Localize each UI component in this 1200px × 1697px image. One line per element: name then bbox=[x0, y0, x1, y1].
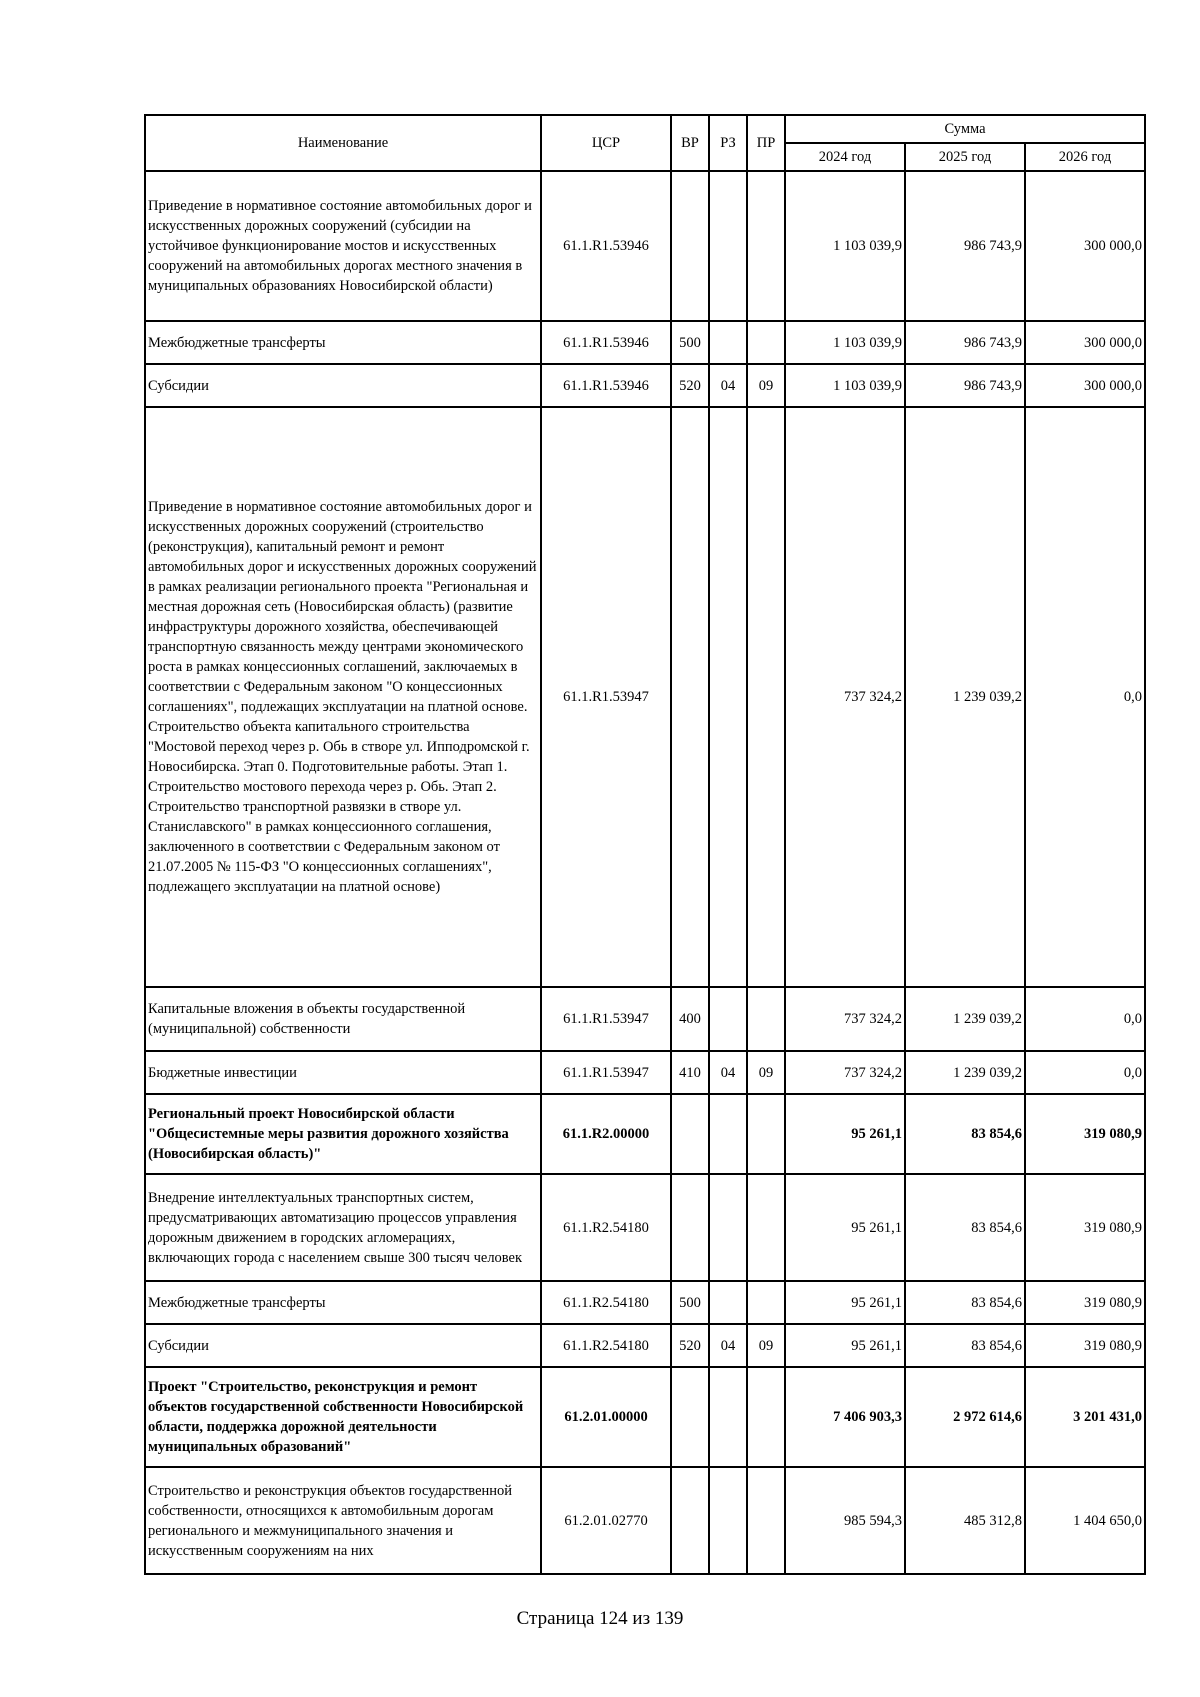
row-2026: 300 000,0 bbox=[1025, 364, 1145, 407]
table-row bbox=[145, 1094, 1145, 1174]
row-2024: 1 103 039,9 bbox=[785, 321, 905, 364]
row-2025: 986 743,9 bbox=[905, 364, 1025, 407]
row-rz bbox=[709, 1467, 747, 1574]
row-2024: 95 261,1 bbox=[785, 1281, 905, 1324]
row-rz: 04 bbox=[709, 1324, 747, 1367]
row-vr bbox=[671, 1467, 709, 1574]
row-2025: 1 239 039,2 bbox=[905, 1051, 1025, 1094]
table-row bbox=[145, 1281, 1145, 1324]
header-2024: 2024 год bbox=[785, 143, 905, 171]
row-2026: 319 080,9 bbox=[1025, 1174, 1145, 1281]
row-vr bbox=[671, 171, 709, 321]
row-csr: 61.1.R2.54180 bbox=[541, 1324, 671, 1367]
row-pr bbox=[747, 1281, 785, 1324]
header-2026: 2026 год bbox=[1025, 143, 1145, 171]
row-vr: 500 bbox=[671, 1281, 709, 1324]
page-footer: Страница 124 из 139 bbox=[516, 1608, 684, 1629]
row-csr: 61.1.R1.53947 bbox=[541, 987, 671, 1051]
row-name: Региональный проект Новосибирской области "Общесистемные меры развития дорожного хозяйства (Новосибирская область)" bbox=[145, 1094, 541, 1174]
row-name: Капитальные вложения в объекты государственной (муниципальной) собственности bbox=[145, 987, 541, 1051]
header-sum: Сумма bbox=[785, 115, 1145, 143]
header-row-1 bbox=[145, 115, 1145, 143]
row-name: Бюджетные инвестиции bbox=[145, 1051, 541, 1094]
header-vr: ВР bbox=[671, 115, 709, 171]
row-rz: 04 bbox=[709, 1051, 747, 1094]
row-name: Субсидии bbox=[145, 364, 541, 407]
row-csr: 61.2.01.00000 bbox=[541, 1367, 671, 1467]
row-2024: 1 103 039,9 bbox=[785, 171, 905, 321]
row-name: Приведение в нормативное состояние автомобильных дорог и искусственных дорожных сооружений (субсидии на устойчивое функционирование мостов и искусственных сооружений на автомобильных дорогах местного значения в муниципальных образованиях Новосибирской области) bbox=[145, 171, 541, 321]
row-rz bbox=[709, 1174, 747, 1281]
row-name: Субсидии bbox=[145, 1324, 541, 1367]
row-2025: 2 972 614,6 bbox=[905, 1367, 1025, 1467]
row-csr: 61.1.R2.00000 bbox=[541, 1094, 671, 1174]
row-vr bbox=[671, 1094, 709, 1174]
row-vr: 500 bbox=[671, 321, 709, 364]
row-pr bbox=[747, 171, 785, 321]
row-2025: 1 239 039,2 bbox=[905, 407, 1025, 987]
row-rz bbox=[709, 1367, 747, 1467]
table-row bbox=[145, 321, 1145, 364]
row-2026: 0,0 bbox=[1025, 1051, 1145, 1094]
row-pr bbox=[747, 321, 785, 364]
header-2025: 2025 год bbox=[905, 143, 1025, 171]
table-row bbox=[145, 987, 1145, 1051]
row-rz bbox=[709, 321, 747, 364]
row-csr: 61.1.R1.53946 bbox=[541, 321, 671, 364]
row-2025: 83 854,6 bbox=[905, 1174, 1025, 1281]
row-2025: 986 743,9 bbox=[905, 171, 1025, 321]
row-2024: 737 324,2 bbox=[785, 407, 905, 987]
row-name: Приведение в нормативное состояние автомобильных дорог и искусственных дорожных сооружений (строительство (реконструкция), капитальный ремонт и ремонт автомобильных дорог и искусственных дорожных сооружений в рамках реализации регионального проекта "Региональная и местная дорожная сеть (Новосибирская область) (развитие инфраструктуры дорожного хозяйства, обеспечивающей транспортную связанность между центрами экономического роста в рамках концессионных соглашений, заключаемых в соответствии с Федеральным законом "О концессионных соглашениях", подлежащих эксплуатации на платной основе. Строительство объекта капитального строительства "Мостовой переход через р. Обь в створе ул. Ипподромской г. Новосибирска. Этап 0. Подготовительные работы. Этап 1. Строительство мостового перехода через р. Обь. Этап 2. Строительство транспортной развязки в створе ул. Станиславского" в рамках концессионного соглашения, заключенного в соответствии с Федеральным законом от 21.07.2005 № 115-ФЗ "О концессионных соглашениях", подлежащего эксплуатации на платной основе) bbox=[145, 407, 541, 987]
row-name: Межбюджетные трансферты bbox=[145, 1281, 541, 1324]
row-rz bbox=[709, 987, 747, 1051]
row-2026: 0,0 bbox=[1025, 407, 1145, 987]
row-2026: 319 080,9 bbox=[1025, 1324, 1145, 1367]
row-vr bbox=[671, 407, 709, 987]
row-2024: 985 594,3 bbox=[785, 1467, 905, 1574]
table-row bbox=[145, 1367, 1145, 1467]
row-pr: 09 bbox=[747, 1051, 785, 1094]
row-2025: 1 239 039,2 bbox=[905, 987, 1025, 1051]
row-2024: 1 103 039,9 bbox=[785, 364, 905, 407]
row-rz bbox=[709, 171, 747, 321]
row-vr: 520 bbox=[671, 364, 709, 407]
table-row bbox=[145, 1324, 1145, 1367]
row-csr: 61.2.01.02770 bbox=[541, 1467, 671, 1574]
header-name: Наименование bbox=[145, 115, 541, 171]
row-pr: 09 bbox=[747, 364, 785, 407]
table-row bbox=[145, 1467, 1145, 1574]
row-pr bbox=[747, 1467, 785, 1574]
row-2024: 95 261,1 bbox=[785, 1094, 905, 1174]
table-row bbox=[145, 1051, 1145, 1094]
row-2024: 737 324,2 bbox=[785, 1051, 905, 1094]
row-2026: 300 000,0 bbox=[1025, 171, 1145, 321]
row-name: Проект "Строительство, реконструкция и ремонт объектов государственной собственности Новосибирской области, поддержка дорожной деятельности муниципальных образований" bbox=[145, 1367, 541, 1467]
table-row bbox=[145, 364, 1145, 407]
row-2026: 1 404 650,0 bbox=[1025, 1467, 1145, 1574]
row-rz bbox=[709, 1094, 747, 1174]
row-2024: 7 406 903,3 bbox=[785, 1367, 905, 1467]
row-2024: 737 324,2 bbox=[785, 987, 905, 1051]
row-pr: 09 bbox=[747, 1324, 785, 1367]
row-csr: 61.1.R1.53947 bbox=[541, 407, 671, 987]
row-2025: 485 312,8 bbox=[905, 1467, 1025, 1574]
row-rz bbox=[709, 1281, 747, 1324]
row-pr bbox=[747, 1094, 785, 1174]
header-pr: ПР bbox=[747, 115, 785, 171]
row-name: Строительство и реконструкция объектов государственной собственности, относящихся к автомобильным дорогам регионального и межмуниципального значения и искусственным сооружениям на них bbox=[145, 1467, 541, 1574]
header-rz: РЗ bbox=[709, 115, 747, 171]
row-pr bbox=[747, 407, 785, 987]
row-csr: 61.1.R1.53946 bbox=[541, 171, 671, 321]
row-2025: 83 854,6 bbox=[905, 1094, 1025, 1174]
row-2025: 986 743,9 bbox=[905, 321, 1025, 364]
row-csr: 61.1.R1.53946 bbox=[541, 364, 671, 407]
row-vr: 520 bbox=[671, 1324, 709, 1367]
table-row bbox=[145, 1174, 1145, 1281]
row-2024: 95 261,1 bbox=[785, 1174, 905, 1281]
row-csr: 61.1.R2.54180 bbox=[541, 1174, 671, 1281]
row-vr bbox=[671, 1367, 709, 1467]
row-2026: 319 080,9 bbox=[1025, 1281, 1145, 1324]
row-2024: 95 261,1 bbox=[785, 1324, 905, 1367]
row-2026: 3 201 431,0 bbox=[1025, 1367, 1145, 1467]
header-csr: ЦСР bbox=[541, 115, 671, 171]
row-pr bbox=[747, 987, 785, 1051]
row-2025: 83 854,6 bbox=[905, 1324, 1025, 1367]
row-rz: 04 bbox=[709, 364, 747, 407]
row-name: Внедрение интеллектуальных транспортных систем, предусматривающих автоматизацию процессов управления дорожным движением в городских агломерациях, включающих города с населением свыше 300 тысяч человек bbox=[145, 1174, 541, 1281]
row-vr: 410 bbox=[671, 1051, 709, 1094]
budget-table bbox=[144, 114, 1146, 1575]
row-pr bbox=[747, 1367, 785, 1467]
row-vr: 400 bbox=[671, 987, 709, 1051]
row-csr: 61.1.R1.53947 bbox=[541, 1051, 671, 1094]
row-2025: 83 854,6 bbox=[905, 1281, 1025, 1324]
row-rz bbox=[709, 407, 747, 987]
row-pr bbox=[747, 1174, 785, 1281]
row-name: Межбюджетные трансферты bbox=[145, 321, 541, 364]
table-row bbox=[145, 407, 1145, 987]
row-2026: 0,0 bbox=[1025, 987, 1145, 1051]
row-csr: 61.1.R2.54180 bbox=[541, 1281, 671, 1324]
row-2026: 319 080,9 bbox=[1025, 1094, 1145, 1174]
table-row bbox=[145, 171, 1145, 321]
row-2026: 300 000,0 bbox=[1025, 321, 1145, 364]
row-vr bbox=[671, 1174, 709, 1281]
